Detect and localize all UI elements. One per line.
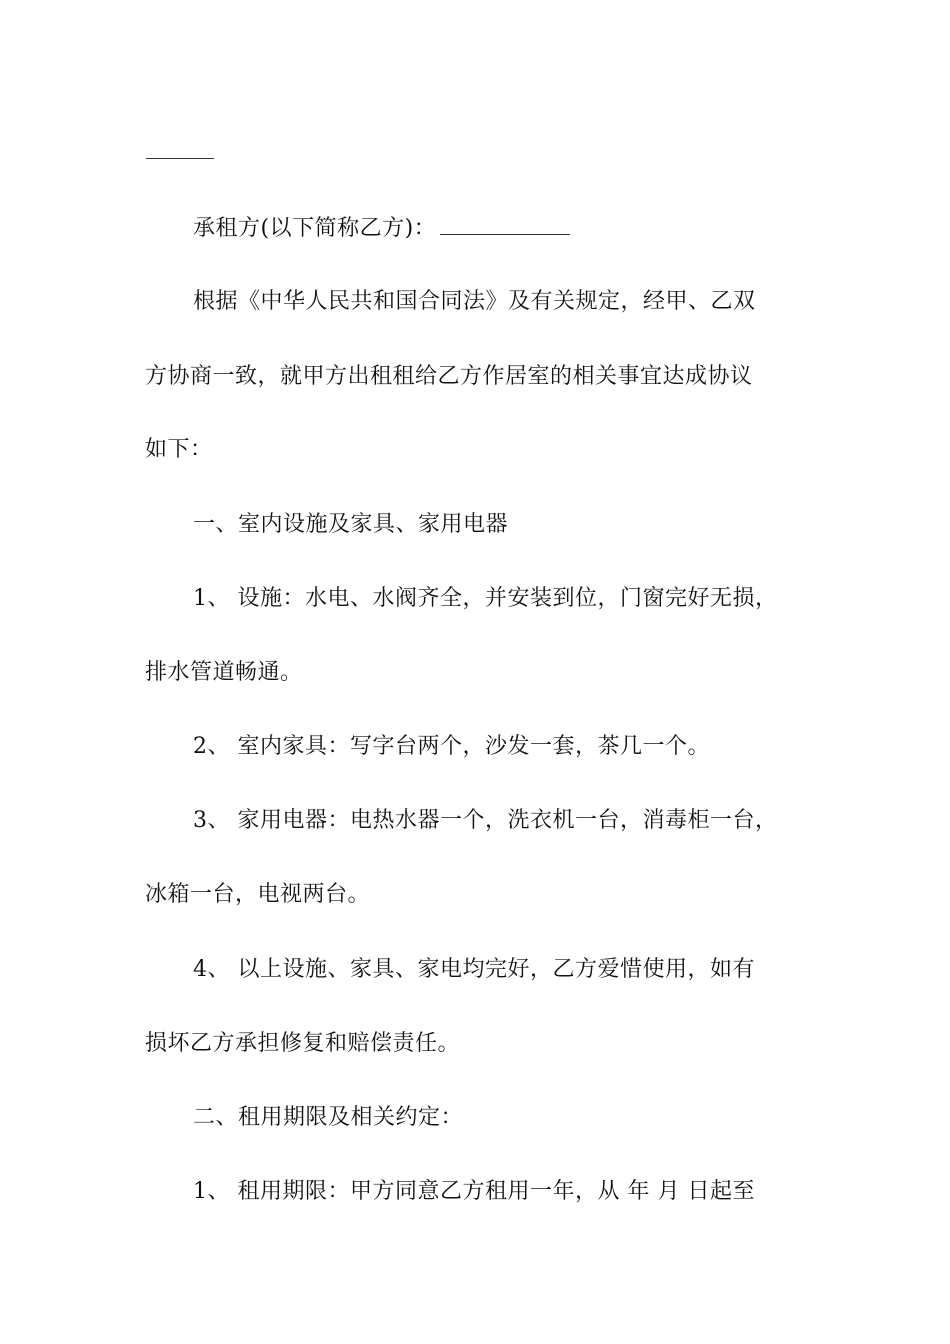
paragraph-line: 1、 设施：水电、水阀齐全，并安装到位，门窗完好无损， [193,586,778,611]
paragraph-line: 4、 以上设施、家具、家电均完好，乙方爱惜使用，如有 [193,957,755,982]
section-heading: 一、室内设施及家具、家用电器 [193,512,509,537]
paragraph-line: 方协商一致，就甲方出租租给乙方作居室的相关事宜达成协议 [145,364,753,389]
paragraph-line: 根据《中华人民共和国合同法》及有关规定，经甲、乙双 [193,289,756,314]
paragraph-line: 排水管道畅通。 [145,660,303,685]
paragraph-line: 2、 室内家具：写字台两个，沙发一套，茶几一个。 [193,734,710,759]
signature-blank-line [146,158,214,159]
section-heading: 二、租用期限及相关约定： [193,1105,464,1130]
paragraph-line: 3、 家用电器：电热水器一个，洗衣机一台，消毒柜一台， [193,808,778,833]
tenant-label-line [193,214,570,244]
tenant-blank [440,214,570,235]
paragraph-line: 损坏乙方承担修复和赔偿责任。 [145,1031,461,1056]
tenant-label: 承租方(以下简称乙方)： [193,216,437,241]
paragraph-line: 如下： [145,437,213,462]
paragraph-line: 冰箱一台，电视两台。 [145,882,371,907]
paragraph-line: 1、 租用期限：甲方同意乙方租用一年，从 年 月 日起至 [193,1179,755,1204]
